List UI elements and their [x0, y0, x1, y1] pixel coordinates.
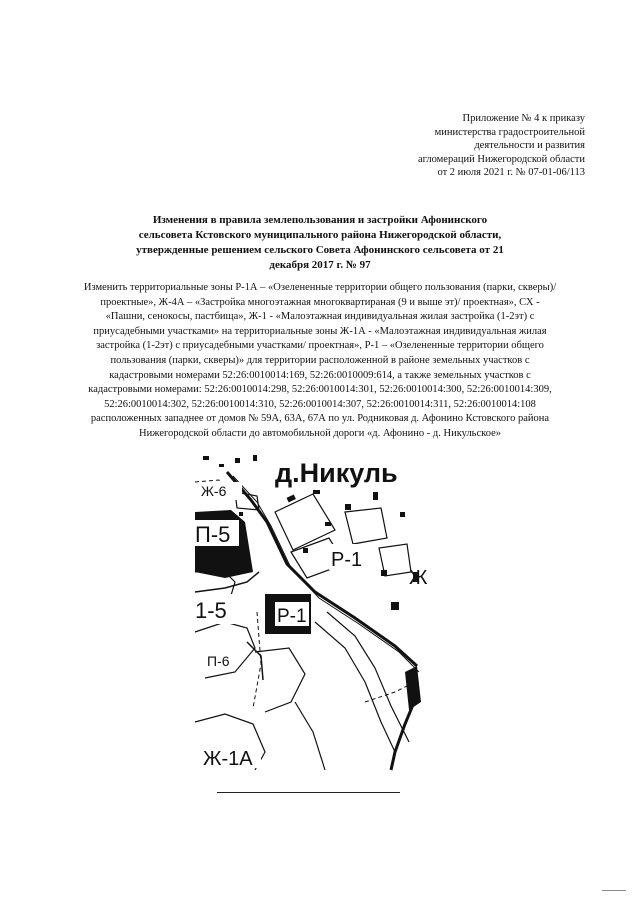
appendix-line: деятельности и развития: [474, 140, 585, 151]
zone-label-zh-edge: Ж: [409, 567, 428, 589]
zone-label-zh6: Ж-6: [201, 483, 227, 499]
body-paragraph: [36, 281, 604, 442]
appendix-header: [418, 112, 585, 180]
appendix-line: Приложение № 4 к приказу: [462, 113, 585, 124]
zone-label-p5-mid: 1-5: [195, 598, 227, 623]
body-line: Изменить территориальные зоны Р-1А – «Озелененные территории общего пользования (парки, скверы)/: [83, 282, 557, 293]
body-line: кадастровыми номерами 52:26:0010014:169, 52:26:0010009:614, а также земельных участков с: [109, 369, 531, 381]
scan-mark: [602, 890, 626, 891]
zone-label-p6: П-6: [207, 653, 230, 669]
body-line: приусадебными участками» на территориальные зоны Ж-1А - «Малоэтажная индивидуальная жилая: [93, 325, 547, 337]
title-line: декабря 2017 г. № 97: [269, 259, 371, 271]
document-title: [110, 213, 530, 273]
body-line: пользования (парки, скверы)» для территории расположенной в районе земельных участков с: [110, 354, 530, 366]
body-line: кадастровыми номерами: 52:26:0010014:298, 52:26:0010014:301, 52:26:0010014:300, 52:26:0010014:309,: [88, 384, 552, 396]
body-line: «Пашни, сенокосы, пастбища», Ж-1 - «Малоэтажная индивидуальная жилая застройка (1-2эт) с: [105, 311, 535, 323]
body-line: 52:26:0010014:302, 52:26:0010014:310, 52:26:0010014:307, 52:26:0010014:311, 52:26:0010014:108: [104, 398, 536, 410]
zone-label-r1-box: Р-1: [277, 606, 307, 627]
zone-label-zh1a: Ж-1А: [203, 748, 253, 770]
appendix-line: министерства градостроительной: [434, 126, 585, 138]
title-line: Изменения в правила землепользования и застройки Афонинского: [152, 214, 488, 226]
body-line: застройка (1-2эт) с приусадебными участками/ проектная», Р-1 – «Озелененные территории общего: [96, 340, 544, 352]
zone-label-p5-top: П-5: [195, 522, 231, 547]
zone-label-r1-right: Р-1: [331, 549, 363, 571]
title-line: сельсовета Кстовского муниципального района Нижегородской области,: [138, 229, 502, 241]
body-line: Нижегородской области до автомобильной дороги «д. Афонино - д. Никульское»: [139, 427, 501, 439]
bottom-divider: [217, 792, 400, 793]
body-line: проектные», Ж-4А – «Застройка многоэтажная многоквартираная (9 и выше эт)/ проектная», СХ -: [100, 296, 540, 308]
appendix-line: от 2 июля 2021 г. № 07-01-06/113: [437, 167, 585, 178]
zoning-map: [195, 452, 428, 770]
body-line: расположенных западнее от домов № 59А, 63А, 67А по ул. Родниковая д. Афонино Кстовского района: [90, 413, 550, 425]
appendix-line: агломераций Нижегородской области: [417, 153, 585, 165]
title-line: утвержденные решением сельского Совета Афонинского сельсовета от 21: [136, 244, 504, 256]
place-label: д.Никуль: [275, 458, 398, 488]
